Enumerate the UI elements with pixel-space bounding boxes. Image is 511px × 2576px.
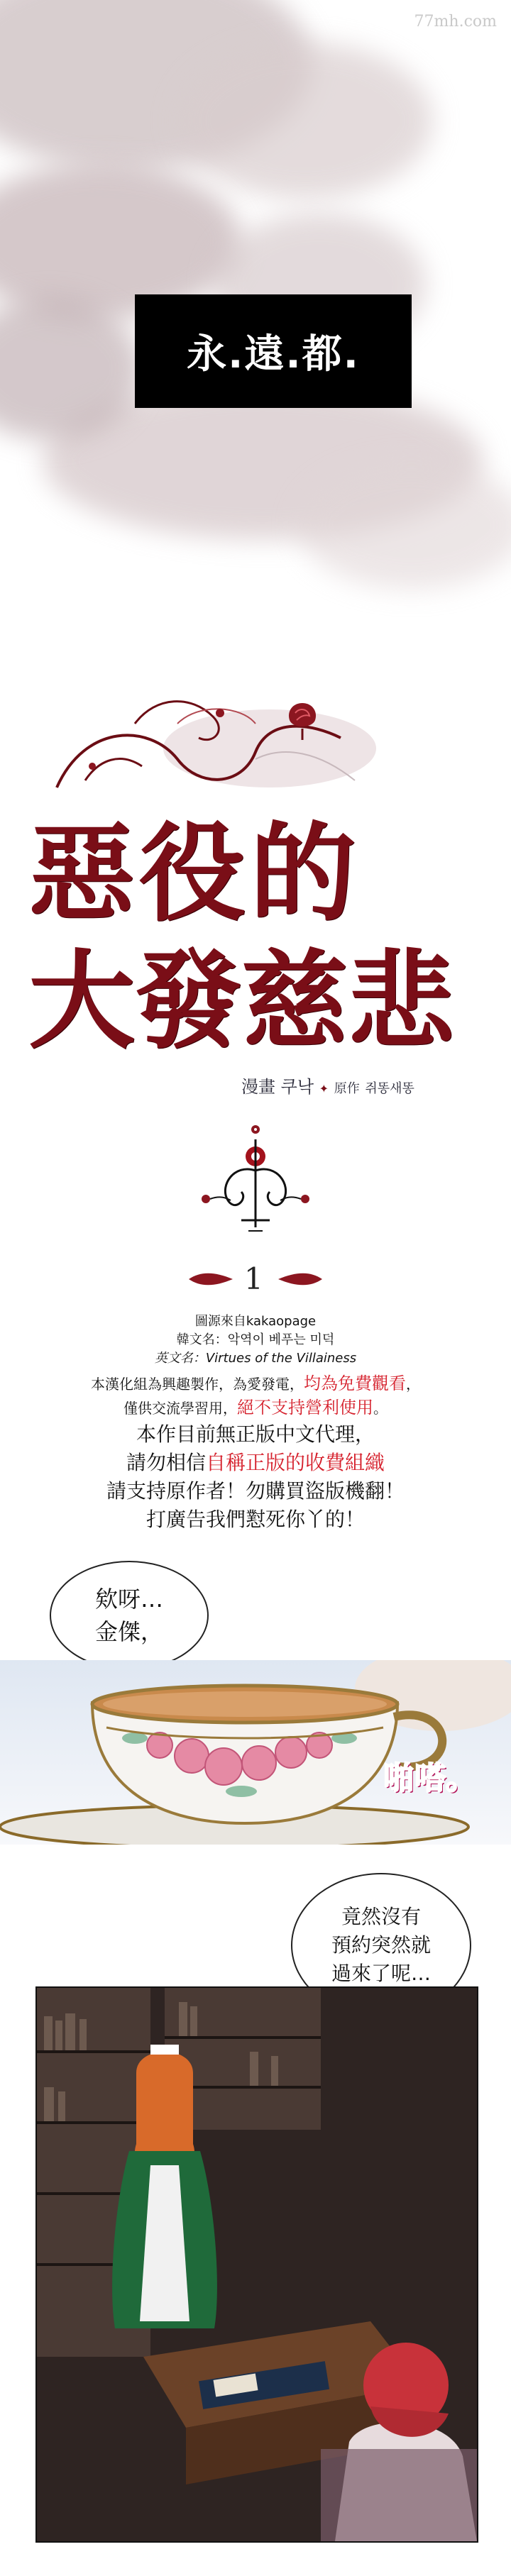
- notice-line-5: 請支持原作者！勿購買盜版機翻！: [106, 1479, 405, 1503]
- korean-title: 韓文名：악역이 베푸는 미덕: [176, 1332, 335, 1347]
- translator-group-label: 永.遠.都.: [135, 294, 412, 408]
- notice-line-3: 本作目前無正版中文代理，: [136, 1422, 375, 1446]
- star-icon: ✦: [319, 1082, 329, 1095]
- notice-line-1: [0, 1369, 511, 1394]
- site-watermark: 77mh.com: [414, 13, 497, 31]
- teacup-panel: [0, 1660, 511, 1845]
- sound-effect: 啪嗒。: [383, 1760, 477, 1796]
- notice-2c: 。: [373, 1400, 388, 1417]
- rose-icon: [284, 699, 321, 741]
- chapter-number: 1: [244, 1261, 263, 1296]
- office-panel: [35, 1986, 478, 2543]
- bubble1-line2: 金傑，: [94, 1618, 163, 1645]
- notice-4b: 自稱正版的收費組織: [206, 1451, 385, 1474]
- notice-2b: 絕不支持營利使用: [237, 1398, 373, 1417]
- office-illustration: [37, 1988, 477, 2541]
- notice-1a: 本漢化組為興趣製作，為愛發電，: [91, 1376, 304, 1393]
- notice-line-6: 打廣告我們懟死你丫的！: [145, 1508, 365, 1531]
- original-label: 原作: [334, 1081, 360, 1096]
- notice-2a: 僅供交流學習用，: [123, 1400, 237, 1417]
- english-title: 英文名：Virtues of the Villainess: [154, 1351, 357, 1366]
- notice-line-4: [0, 1447, 511, 1476]
- bubble2-line3: 過來了呢…: [331, 1962, 431, 1985]
- flower-ornament: [192, 1121, 319, 1249]
- source-note: 圖源來自kakaopage: [194, 1314, 317, 1329]
- title-line-1: 惡役的: [28, 811, 361, 936]
- credit-line: [241, 1073, 414, 1098]
- notice-4a: 請勿相信: [126, 1451, 206, 1474]
- art-label: 漫畫: [241, 1077, 275, 1097]
- notice-1c: ，: [406, 1376, 420, 1393]
- bubble2-line2: 預約突然就: [331, 1933, 431, 1957]
- artist-name: 쿠낙: [280, 1077, 314, 1097]
- notice-1b: 均為免費觀看: [304, 1373, 406, 1393]
- notice-line-2: [0, 1393, 511, 1418]
- title-line-2: 大發慈悲: [28, 939, 455, 1063]
- right-flourish: [275, 1270, 325, 1288]
- bubble2-line1: 竟然沒有: [341, 1905, 421, 1928]
- left-flourish: [186, 1270, 236, 1288]
- author-name: 쥐똥새똥: [365, 1081, 414, 1096]
- speech-bubble-1: [50, 1561, 209, 1670]
- bubble1-line1: 欸呀…: [94, 1586, 163, 1613]
